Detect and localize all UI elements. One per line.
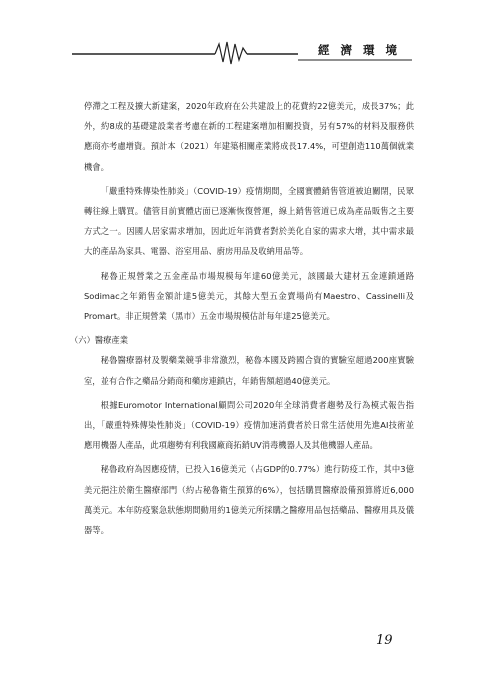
page-number: 19 bbox=[376, 633, 393, 648]
paragraph: 秘魯醫療器材及製藥業競爭非常激烈，秘魯本國及跨國合資的實驗室超過200座實驗室，並有合作之藥品分銷商和藥房連鎖店，年銷售額超過40億美元。 bbox=[84, 355, 414, 386]
paragraph: 停滯之工程及擴大新建案，2020年政府在公共建設上的花費約22億美元，成長37%；此外，約8成的基礎建設業者考慮在新的工程建案增加相關投資，另有57%的材料及服務供應商亦考慮增資。預計本（2021）年建築相關產業將成長17.4%，可望創造110萬個就業機會。 bbox=[84, 101, 414, 172]
header-title: 經濟環境 bbox=[318, 43, 408, 57]
paragraph: 「嚴重特殊傳染性肺炎」（COVID-19）疫情期間，全國實體銷售管道被迫關閉，民眾轉往線上購買。儘管目前實體店面已逐漸恢復營運，線上銷售管道已成為產品販售之主要方式之一。因國人居家需求增加，因此近年消費者對於美化自家的需求大增，其中需求最大的產品為家具、電器、浴室用品、廚房用品及收納用品等。 bbox=[84, 185, 414, 257]
paragraph: 根據Euromotor International顧問公司2020年全球消費者趨勢及行為模式報告指出，「嚴重特殊傳染性肺炎」（COVID-19）疫情加速消費者於日常生活使用先進AI技術並應用機器人產品，此項趨勢有利我國廠商拓銷UV消毒機器人及其他機器人產品。 bbox=[84, 399, 414, 451]
paragraph: 秘魯政府為因應疫情，已投入16億美元（占GDP的0.77%）進行防疫工作，其中3億美元挹注於衛生醫療部門（約占秘魯衛生預算的6%），包括購買醫療設備預算將近6,000萬美元。本年防疫緊急狀態期間動用約1億美元所採購之醫療用品包括藥品、醫療用具及儀器等。 bbox=[84, 464, 414, 536]
page-header bbox=[0, 38, 480, 68]
section-heading: （六）醫療產業 bbox=[70, 335, 129, 346]
paragraph: 秘魯正規營業之五金產品市場規模每年達60億美元，該國最大建材五金連鎖通路Sodimac之年銷售金額計達5億美元，其餘大型五金賣場尚有Maestro、Cassinelli及 Promart。非正規營業（黑市）五金市場規模估計每年達25億美元。 bbox=[84, 270, 414, 322]
heartbeat-line-icon bbox=[0, 38, 480, 68]
document-body bbox=[70, 96, 414, 544]
